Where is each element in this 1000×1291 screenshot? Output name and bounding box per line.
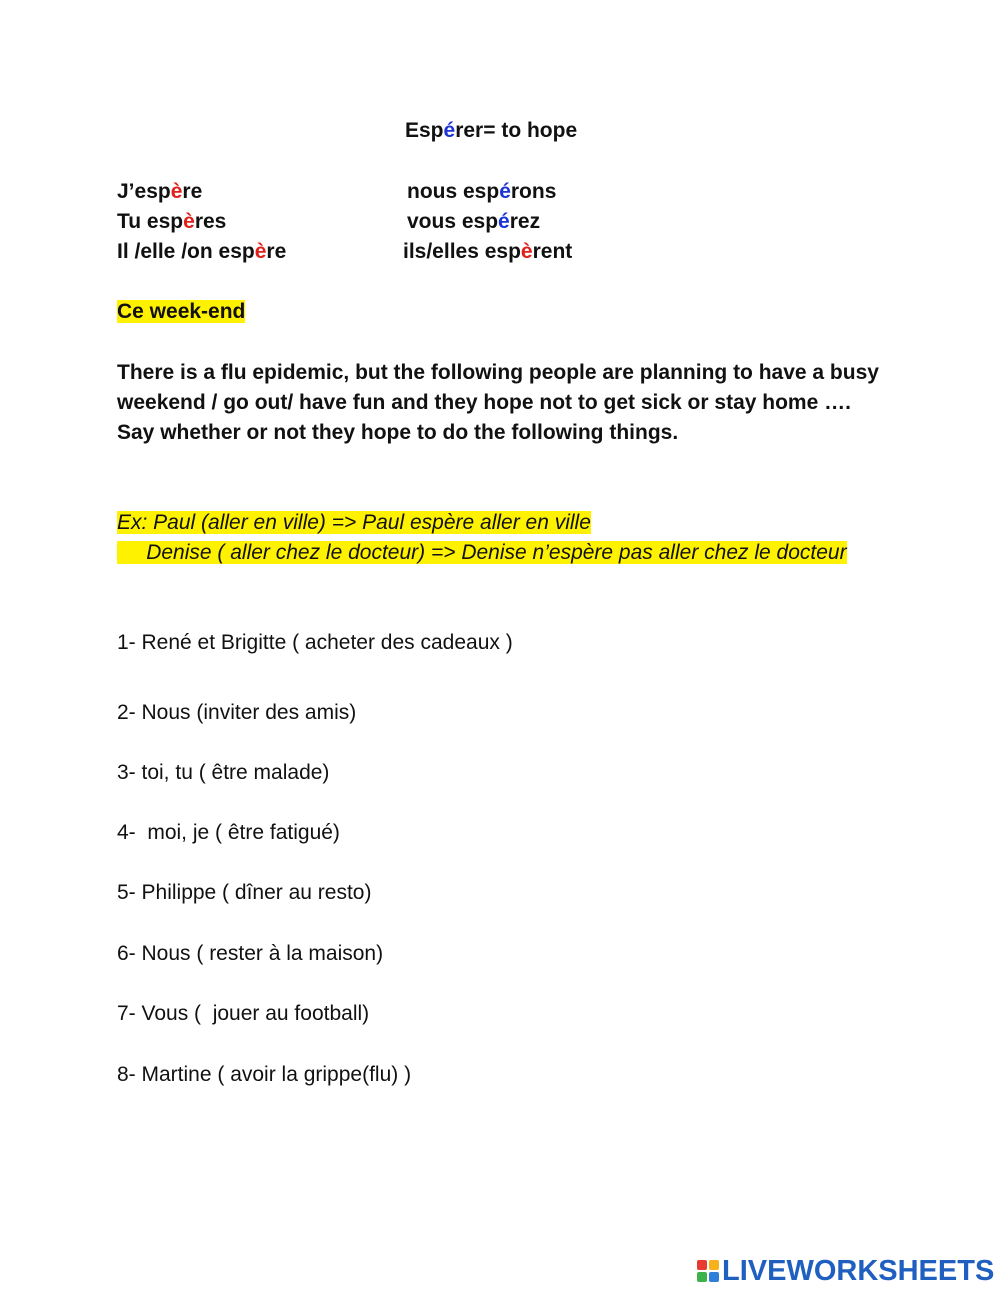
conj-il bbox=[117, 237, 286, 267]
example-1-text: Ex: Paul (aller en ville) => Paul espère aller en ville bbox=[117, 511, 591, 534]
conj-il-pre: Il /elle /on esp bbox=[117, 240, 255, 263]
conj-ils bbox=[403, 237, 572, 267]
exercise-item-7: 7- Vous ( jouer au football) bbox=[117, 1002, 370, 1025]
logo-block-blue bbox=[709, 1272, 719, 1282]
conj-je bbox=[117, 177, 202, 207]
conj-nous bbox=[407, 177, 556, 207]
conj-tu-post: res bbox=[194, 210, 227, 233]
conj-ils-post: rent bbox=[532, 240, 573, 263]
logo-block-red bbox=[697, 1260, 707, 1270]
conj-tu-pre: Tu esp bbox=[117, 210, 184, 233]
logo-text: LIVEWORKSHEETS bbox=[722, 1254, 995, 1287]
conj-ils-pre: ils/elles esp bbox=[403, 240, 521, 263]
liveworksheets-logo bbox=[697, 1255, 994, 1287]
conj-il-accent: è bbox=[254, 240, 267, 263]
conj-tu bbox=[117, 207, 226, 237]
conj-vous bbox=[407, 207, 540, 237]
conj-ils-accent: è bbox=[520, 240, 533, 263]
example-2-text: Denise ( aller chez le docteur) => Denise n’espère pas aller chez le docteur bbox=[117, 541, 847, 564]
conj-il-post: re bbox=[266, 240, 287, 263]
exercise-item-2: 2- Nous (inviter des amis) bbox=[117, 701, 357, 724]
exercise-item-8: 8- Martine ( avoir la grippe(flu) ) bbox=[117, 1063, 412, 1086]
conj-nous-pre: nous esp bbox=[407, 180, 500, 203]
conj-je-pre: J’esp bbox=[117, 180, 171, 203]
examples bbox=[117, 508, 887, 568]
logo-block-yellow bbox=[709, 1260, 719, 1270]
instructions-line2: Say whether or not they hope to do the following things. bbox=[117, 421, 679, 444]
example-2 bbox=[117, 538, 887, 568]
title-text-pre: Esp bbox=[405, 119, 444, 142]
instructions-line1: There is a flu epidemic, but the following people are planning to have a busy weekend / go out/ have fun and they hope not to get sick or stay home …. bbox=[117, 361, 879, 414]
instructions bbox=[117, 358, 887, 448]
conj-tu-accent: è bbox=[183, 210, 195, 233]
exercise-item-3: 3- toi, tu ( être malade) bbox=[117, 761, 330, 784]
exercise-item-5: 5- Philippe ( dîner au resto) bbox=[117, 881, 372, 904]
logo-blocks-icon bbox=[697, 1260, 719, 1282]
example-1 bbox=[117, 508, 887, 538]
title-accent: é bbox=[443, 119, 456, 142]
conj-vous-post: rez bbox=[509, 210, 541, 233]
conj-je-accent: è bbox=[170, 180, 183, 203]
title-text-post: rer= to hope bbox=[455, 119, 578, 142]
exercise-item-6: 6- Nous ( rester à la maison) bbox=[117, 942, 384, 965]
section-heading bbox=[117, 297, 245, 327]
exercise-item-4: 4- moi, je ( être fatigué) bbox=[117, 821, 340, 844]
conj-nous-post: rons bbox=[510, 180, 557, 203]
logo-block-green bbox=[697, 1272, 707, 1282]
conj-nous-accent: é bbox=[499, 180, 511, 203]
conj-je-post: re bbox=[182, 180, 203, 203]
conj-vous-accent: é bbox=[498, 210, 510, 233]
section-heading-text: Ce week-end bbox=[117, 300, 246, 323]
conj-vous-pre: vous esp bbox=[407, 210, 499, 233]
page-title bbox=[405, 116, 577, 146]
exercise-item-1: 1- René et Brigitte ( acheter des cadeaux ) bbox=[117, 631, 513, 654]
